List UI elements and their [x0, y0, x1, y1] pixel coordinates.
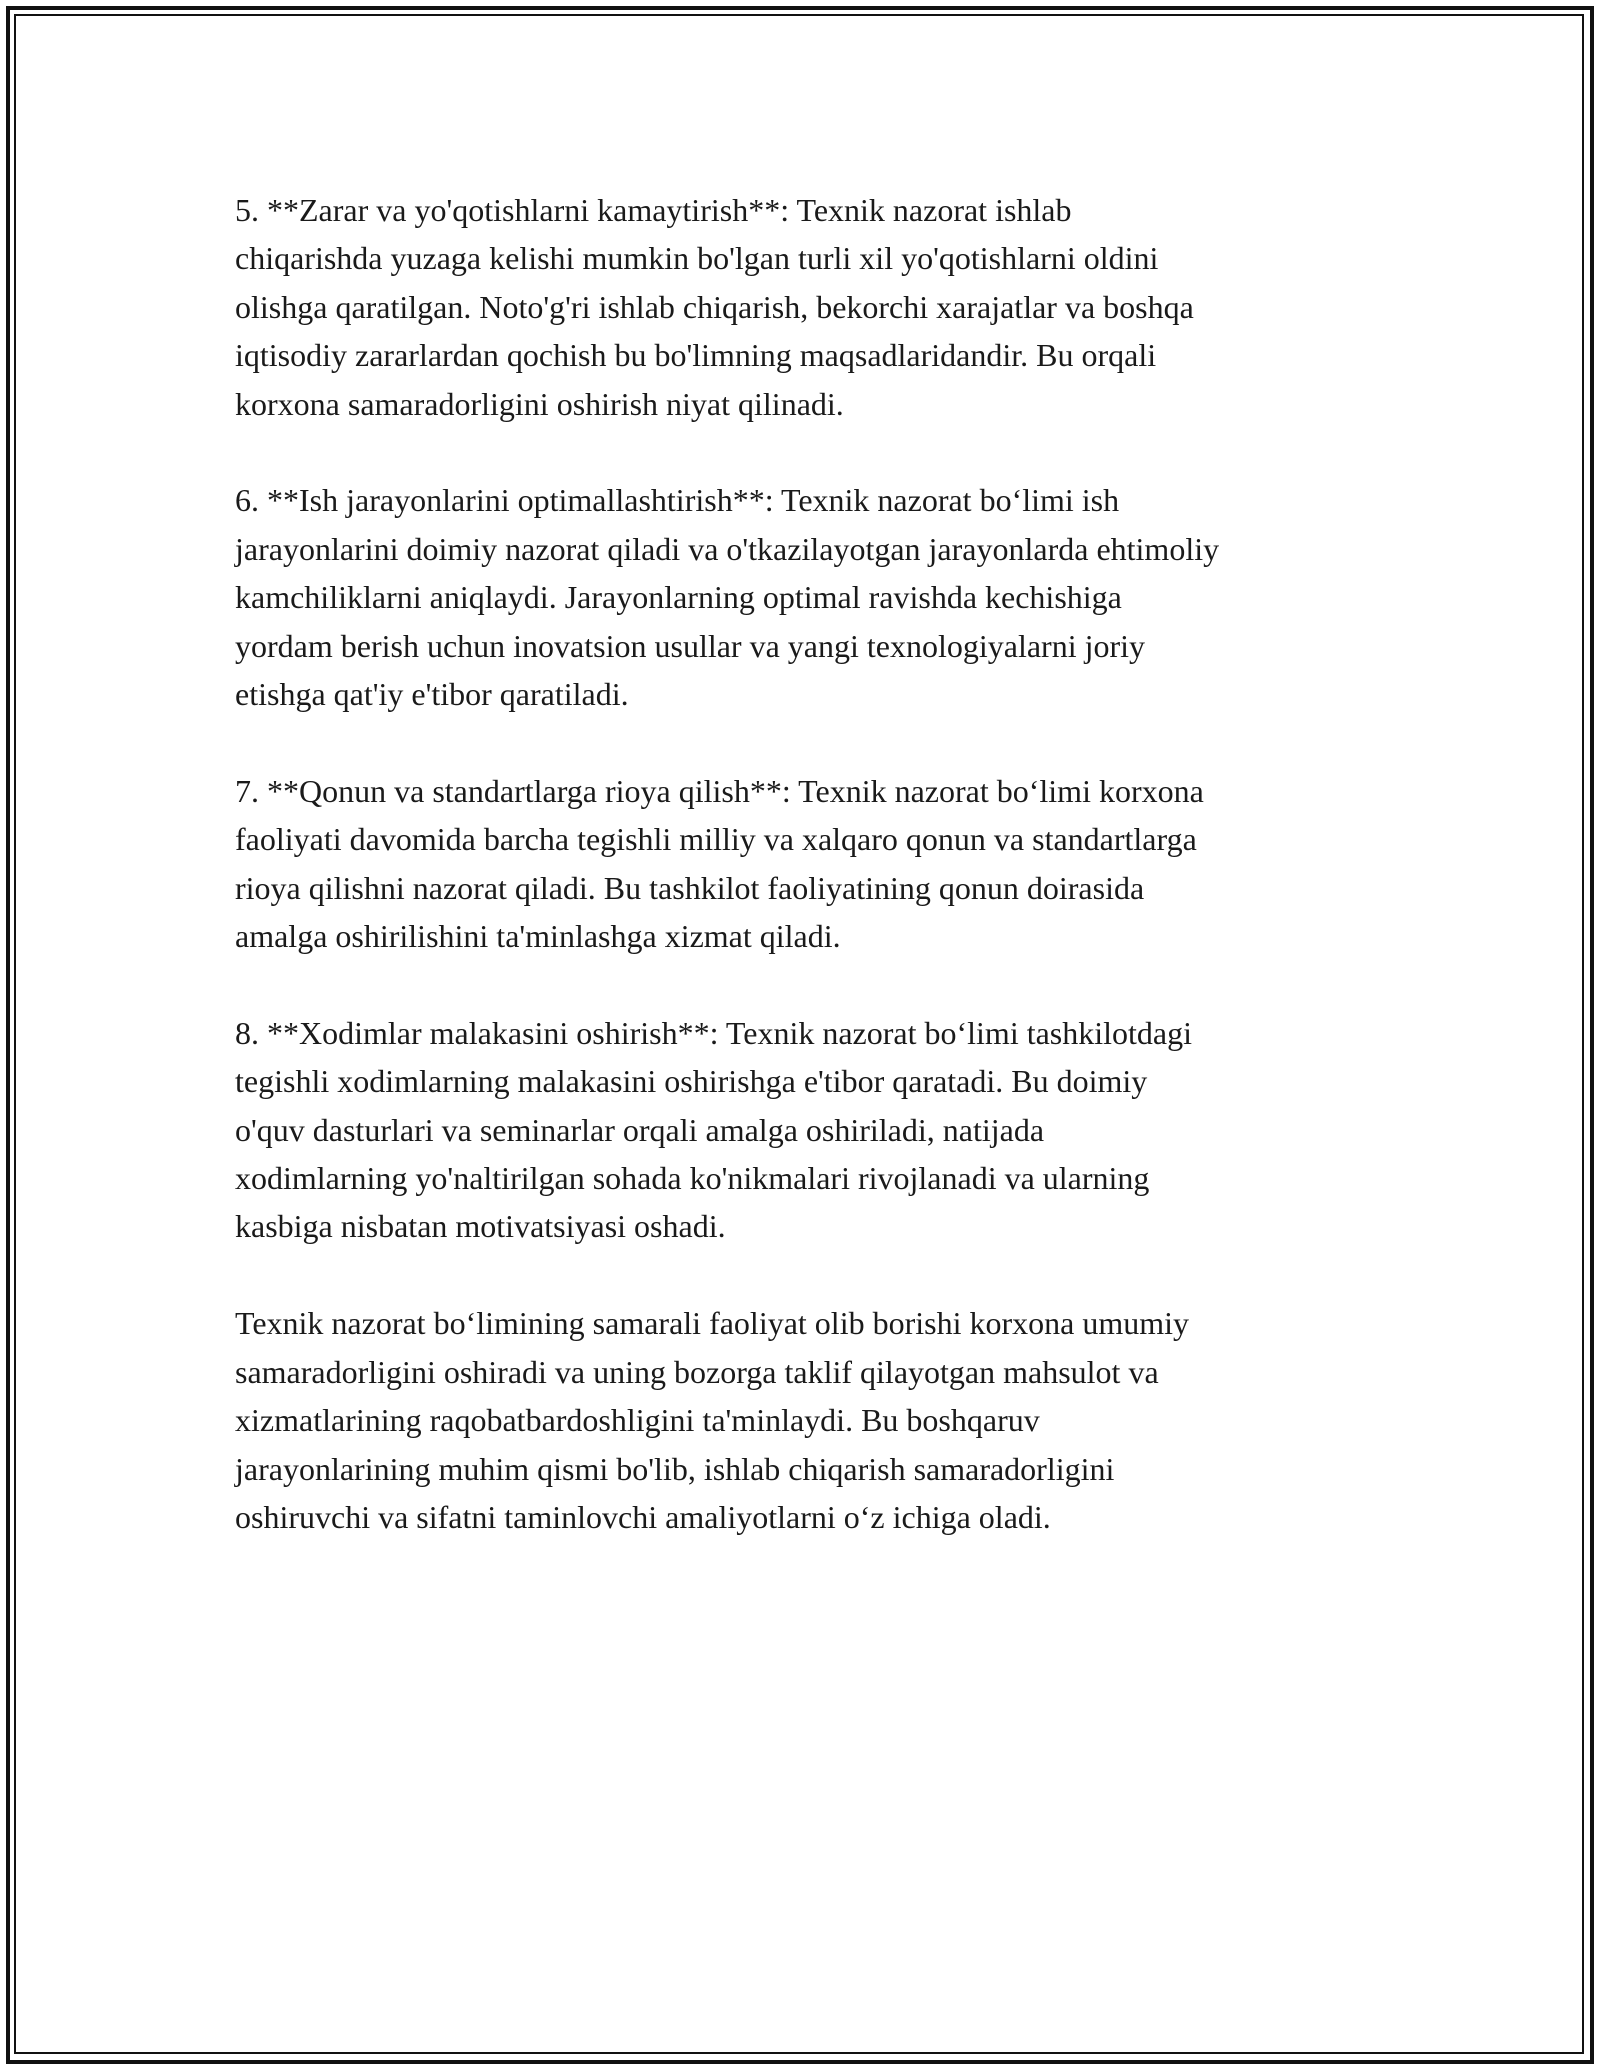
- paragraph-item-5: 5. **Zarar va yo'qotishlarni kamaytirish**: Texnik nazorat ishlab chiqarishda yuzaga kelishi mumkin bo'lgan turli xil yo'qotishlarni oldini olishga qaratilgan. Noto'g'ri ishlab chiqarish, bekorchi xarajatlar va boshqa iqtisodiy zararlardan qochish bu bo'limning maqsadlaridandir. Bu orqali korxona samaradorligini oshirish niyat qilinadi.: [235, 192, 1194, 422]
- document-body: [235, 186, 1375, 1590]
- paragraph-item-6: 6. **Ish jarayonlarini optimallashtirish**: Texnik nazorat bo‘limi ish jarayonlarini doimiy nazorat qiladi va o'tkazilayotgan jarayonlarda ehtimoliy kamchiliklarni aniqlaydi. Jarayonlarning optimal ravishda kechishiga yordam berish uchun inovatsion usullar va yangi texnologiyalarni joriy etishga qat'iy e'tibor qaratiladi.: [235, 482, 1220, 713]
- paragraph-item-8: 8. **Xodimlar malakasini oshirish**: Texnik nazorat bo‘limi tashkilotdagi tegishli xodimlarning malakasini oshirishga e'tibor qaratadi. Bu doimiy o'quv dasturlari va seminarlar orqali amalga oshiriladi, natijada xodimlarning yo'naltirilgan sohada ko'nikmalari rivojlanadi va ularning kasbiga nisbatan motivatsiyasi oshadi.: [235, 1014, 1193, 1245]
- paragraph-item-7: 7. **Qonun va standartlarga rioya qilish**: Texnik nazorat bo‘limi korxona faoliyati davomida barcha tegishli milliy va xalqaro qonun va standartlarga rioya qilishni nazorat qiladi. Bu tashkilot faoliyatining qonun doirasida amalga oshirilishini ta'minlashga xizmat qiladi.: [235, 772, 1204, 955]
- paragraph-conclusion: Texnik nazorat bo‘limining samarali faoliyat olib borishi korxona umumiy samaradorligini oshiradi va uning bozorga taklif qilayotgan mahsulot va xizmatlarining raqobatbardoshligini ta'minlaydi. Bu boshqaruv jarayonlarining muhim qismi bo'lib, ishlab chiqarish samaradorligini oshiruvchi va sifatni taminlovchi amaliyotlarni o‘z ichiga oladi.: [235, 1305, 1189, 1535]
